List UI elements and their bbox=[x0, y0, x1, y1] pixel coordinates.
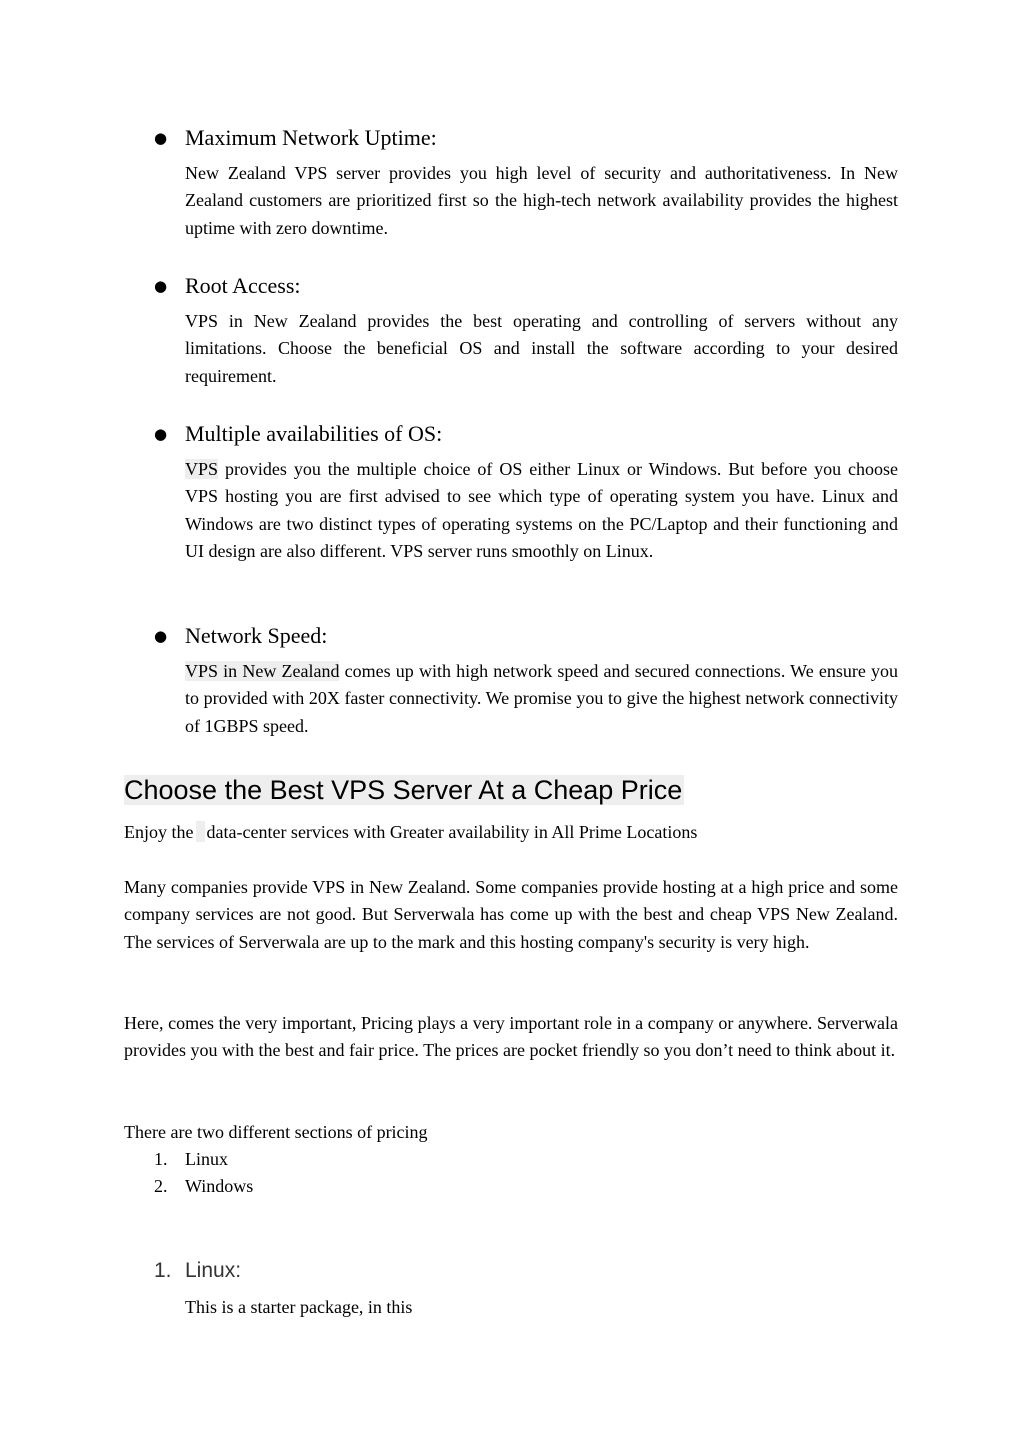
feature-multiple-os bbox=[154, 419, 898, 565]
list-label: Linux bbox=[185, 1149, 228, 1169]
vps-new-zealand-link[interactable]: VPS in New Zealand bbox=[185, 661, 340, 681]
feature-title: Root Access: bbox=[185, 273, 301, 298]
subsection-heading bbox=[154, 1256, 241, 1286]
feature-heading bbox=[154, 419, 898, 449]
feature-title: Network Speed: bbox=[185, 623, 328, 648]
feature-network-speed bbox=[154, 621, 898, 740]
feature-title: Maximum Network Uptime: bbox=[185, 125, 437, 150]
section-heading bbox=[124, 772, 684, 808]
feature-description-text: provides you the multiple choice of OS either Linux or Windows. But before you choose VPS hosting you are first advised to see which type of operating system you have. Linux and Windows are two distinct types of operating systems on the PC/Laptop and their functioning and UI design are also different. VPS server runs smoothly on Linux. bbox=[185, 459, 898, 561]
vps-link[interactable]: VPS bbox=[185, 459, 219, 479]
feature-maximum-network-uptime bbox=[154, 123, 898, 242]
bullet-icon: ● bbox=[154, 425, 168, 443]
subsection-text: This is a starter package, in this bbox=[185, 1297, 413, 1317]
feature-title: Multiple availabilities of OS: bbox=[185, 421, 443, 446]
bullet-icon: ● bbox=[154, 129, 168, 147]
intro-text-before: Enjoy the bbox=[124, 822, 194, 842]
highlight-placeholder bbox=[196, 821, 205, 842]
pricing-intro: There are two different sections of pricing bbox=[124, 1122, 428, 1142]
list-number: 1. bbox=[154, 1149, 168, 1169]
feature-heading bbox=[154, 271, 898, 301]
bullet-icon: ● bbox=[154, 277, 168, 295]
feature-root-access bbox=[154, 271, 898, 390]
feature-description bbox=[185, 456, 898, 565]
paragraph-companies: Many companies provide VPS in New Zealand. Some companies provide hosting at a high price and some company services are not good. But Serverwala has come up with the best and cheap VPS New Zealand. The services of Serverwala are up to the mark and this hosting company's security is very high. bbox=[124, 877, 898, 952]
list-label: Windows bbox=[185, 1176, 254, 1196]
list-item bbox=[154, 1146, 228, 1173]
feature-description: New Zealand VPS server provides you high level of security and authoritativeness. In New Zealand customers are prioritized first so the high-tech network availability provides the highest uptime with zero downtime. bbox=[185, 163, 898, 238]
subsection-title: Linux: bbox=[185, 1259, 242, 1282]
section-heading-text: Choose the Best VPS Server At a Cheap Price bbox=[124, 775, 683, 805]
bullet-icon: ● bbox=[154, 627, 168, 645]
paragraph-pricing: Here, comes the very important, Pricing plays a very important role in a company or anywhere. Serverwala provides you with the best and fair price. The prices are pocket friendly so you don’t need to think about it. bbox=[124, 1013, 898, 1061]
feature-description: VPS in New Zealand provides the best operating and controlling of servers without any limitations. Choose the beneficial OS and install the software according to your desired requirement. bbox=[185, 311, 898, 386]
subsection-number: 1. bbox=[154, 1259, 172, 1282]
intro-text-after: data-center services with Greater availability in All Prime Locations bbox=[206, 822, 698, 842]
list-number: 2. bbox=[154, 1176, 168, 1196]
section-intro bbox=[124, 819, 898, 846]
feature-heading bbox=[154, 123, 898, 153]
feature-description-text: comes up with high network speed and secured connections. We ensure you to provided with 20X faster connectivity. We promise you to give the highest network connectivity of 1GBPS speed. bbox=[185, 661, 898, 736]
feature-heading bbox=[154, 621, 898, 651]
list-item bbox=[154, 1173, 253, 1200]
feature-description bbox=[185, 658, 898, 740]
